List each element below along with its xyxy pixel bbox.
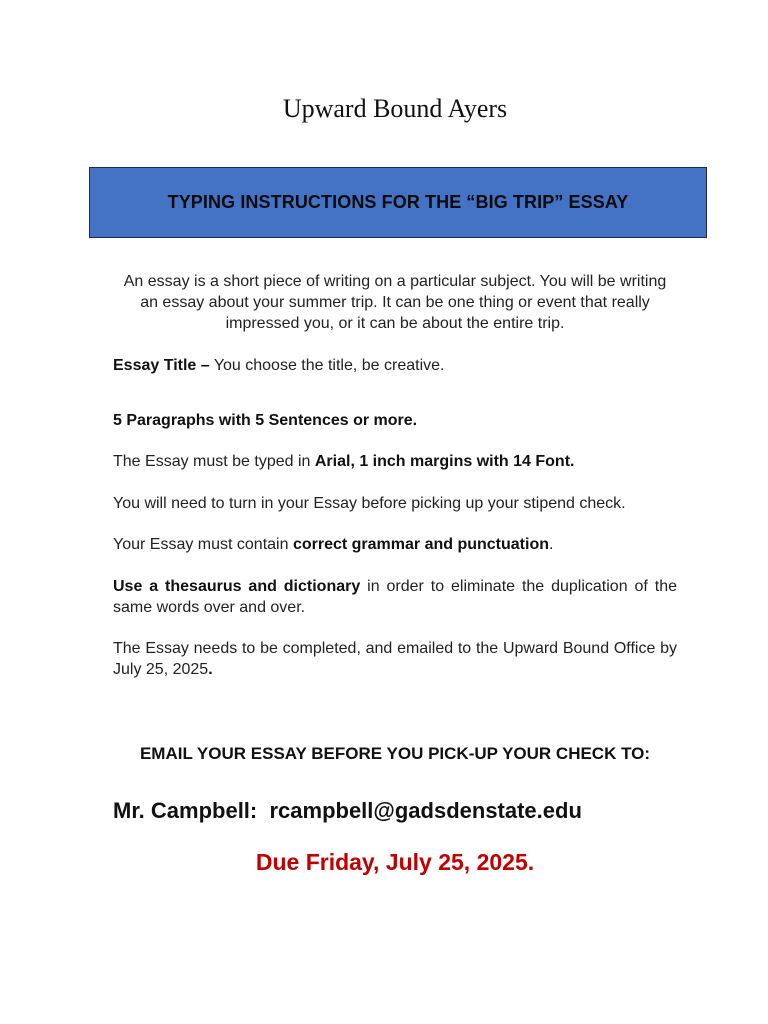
format-rule-text: The Essay must be typed in bbox=[113, 453, 315, 470]
essay-title-label: Essay Title – bbox=[113, 357, 210, 374]
completion-rule-end: . bbox=[208, 661, 213, 678]
essay-title-rule bbox=[113, 355, 677, 376]
thesaurus-rule-text: in order to eliminate the duplication of the same words over and over. bbox=[113, 578, 677, 616]
thesaurus-rule bbox=[113, 576, 677, 618]
paragraphs-rule bbox=[113, 410, 677, 431]
contact-email[interactable]: Mr. Campbell: rcampbell@gadsdenstate.edu bbox=[113, 798, 582, 823]
intro-paragraph: An essay is a short piece of writing on a particular subject. You will be writing an essay about your summer trip. It can be one thing or event that really impressed you, or it can be about the entire trip. bbox=[123, 273, 667, 332]
grammar-rule-text: Your Essay must contain bbox=[113, 536, 293, 553]
grammar-rule bbox=[113, 534, 677, 555]
essay-title-text: You choose the title, be creative. bbox=[209, 357, 445, 374]
document-title: Upward Bound Ayers bbox=[282, 94, 508, 123]
completion-rule-text: The Essay needs to be completed, and emailed to the Upward Bound Office by July 25, 2025 bbox=[113, 640, 677, 678]
completion-rule bbox=[113, 638, 677, 680]
format-rule-bold: Arial, 1 inch margins with 14 Font. bbox=[314, 453, 575, 470]
grammar-rule-end: . bbox=[549, 536, 554, 553]
paragraphs-rule-text: 5 Paragraphs with 5 Sentences or more. bbox=[113, 412, 418, 429]
format-rule bbox=[113, 451, 677, 472]
instructions-banner bbox=[89, 167, 707, 238]
grammar-rule-bold: correct grammar and punctuation bbox=[292, 536, 549, 553]
turn-in-rule: You will need to turn in your Essay before picking up your stipend check. bbox=[113, 495, 626, 512]
banner-title: TYPING INSTRUCTIONS FOR THE “BIG TRIP” ESSAY bbox=[167, 192, 629, 212]
due-date: Due Friday, July 25, 2025. bbox=[255, 849, 535, 875]
thesaurus-rule-bold: Use a thesaurus and dictionary bbox=[113, 578, 361, 595]
email-heading: EMAIL YOUR ESSAY BEFORE YOU PICK-UP YOUR CHECK TO: bbox=[139, 744, 651, 763]
